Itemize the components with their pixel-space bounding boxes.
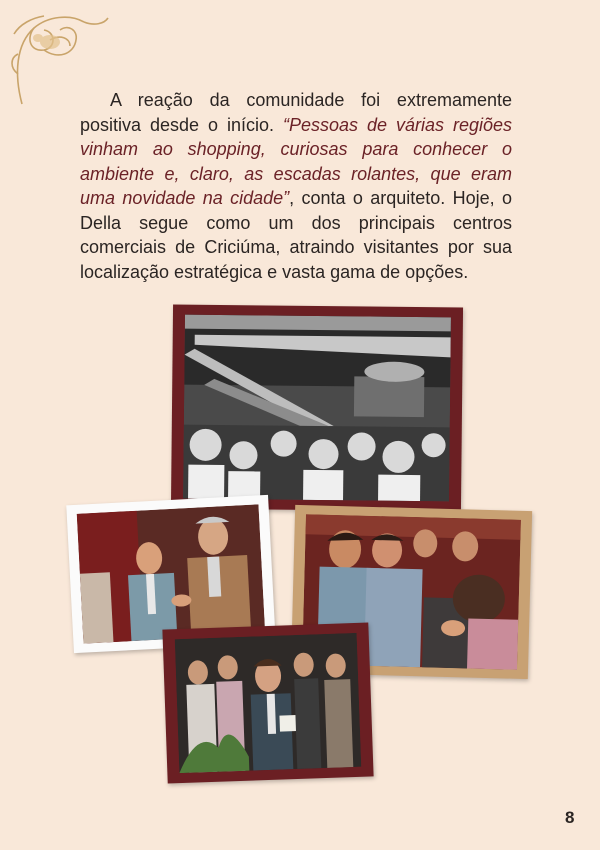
photo-escalator-crowd	[171, 304, 463, 511]
architect-quote: “Pessoas de várias regiões vinham ao shopping, curiosas para conhecer o ambiente e, claro, as escadas rolantes, que eram uma novidade na cidade”	[80, 114, 512, 208]
speaker-ceremony-image	[175, 633, 362, 773]
photo-speaker-ceremony	[162, 622, 373, 783]
handshake-image	[77, 504, 266, 643]
paragraph-text-start: A reação da comunidade foi extremamente positiva desde o início.	[80, 90, 512, 135]
escalator-crowd-image	[183, 315, 451, 502]
body-paragraph	[80, 88, 512, 284]
paragraph-text-end: , conta o arquiteto. Hoje, o Della segue como um dos principais centros comerciais de Criciúma, atraindo visitantes por sua localização estratégica e vasta gama de opções.	[80, 188, 513, 282]
page-number: 8	[565, 808, 575, 827]
